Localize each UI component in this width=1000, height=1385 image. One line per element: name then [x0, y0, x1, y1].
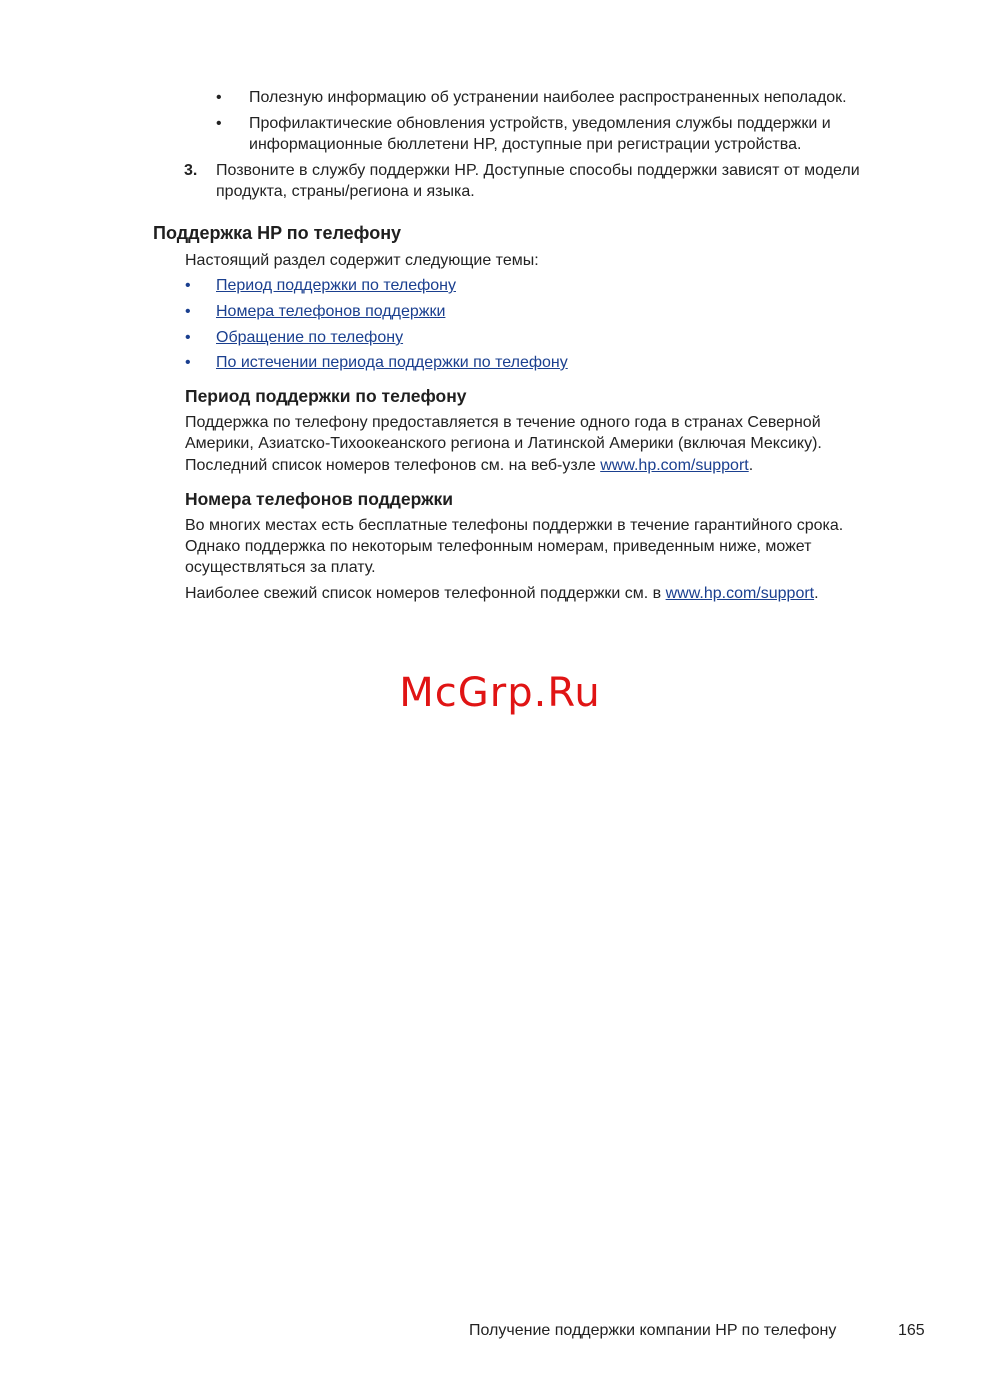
bullet-marker: •	[216, 115, 222, 132]
numbers-text-end: .	[814, 585, 819, 602]
topic-link-calling[interactable]: Обращение по телефону	[216, 329, 404, 346]
period-text: Последний список номеров телефонов см. на веб-узле	[185, 457, 601, 474]
bullet-marker: •	[185, 329, 191, 346]
period-paragraph: Поддержка по телефону предоставляется в течение одного года в странах Северной	[185, 414, 821, 431]
topic-link-numbers[interactable]: Номера телефонов поддержки	[216, 303, 446, 320]
footer-title: Получение поддержки компании HP по телефону	[469, 1322, 837, 1339]
topic-link-period[interactable]: Период поддержки по телефону	[216, 277, 456, 294]
period-paragraph-last	[185, 455, 753, 476]
intro-bullet-2: Профилактические обновления устройств, уведомления службы поддержки и	[249, 115, 831, 132]
numbers-paragraph-cont2: осуществляться за плату.	[185, 559, 376, 576]
numbers-heading: Номера телефонов поддержки	[185, 489, 453, 509]
topic-link-after-period[interactable]: По истечении периода поддержки по телефону	[216, 354, 568, 371]
watermark: McGrp.Ru	[399, 670, 601, 716]
bullet-marker: •	[185, 303, 191, 320]
step3-text-cont: продукта, страны/региона и языка.	[216, 183, 475, 200]
period-heading: Период поддержки по телефону	[185, 386, 467, 406]
page-number: 165	[898, 1322, 925, 1339]
numbers-paragraph: Во многих местах есть бесплатные телефоны поддержки в течение гарантийного срока.	[185, 517, 844, 534]
bullet-marker: •	[216, 89, 222, 106]
period-text-end: .	[748, 457, 754, 474]
bullet-marker: •	[185, 277, 191, 294]
numbers-latest-list	[185, 583, 819, 604]
hp-support-link[interactable]: www.hp.com/support	[665, 585, 815, 602]
bullet-marker: •	[185, 354, 191, 371]
section-intro: Настоящий раздел содержит следующие темы:	[185, 252, 539, 269]
hp-support-link[interactable]: www.hp.com/support	[600, 457, 749, 474]
step3-text: Позвоните в службу поддержки HP. Доступные способы поддержки зависят от модели	[216, 162, 860, 179]
period-paragraph-cont: Америки, Азиатско-Тихоокеанского региона и Латинской Америки (включая Мексику).	[185, 435, 822, 452]
numbers-paragraph-cont: Однако поддержка по некоторым телефонным номерам, приведенным ниже, может	[185, 538, 812, 555]
step-number: 3.	[184, 162, 198, 179]
numbers-text: Наиболее свежий список номеров телефонной поддержки см. в	[185, 585, 666, 602]
intro-bullet-1: Полезную информацию об устранении наиболее распространенных неполадок.	[249, 89, 847, 106]
section-heading: Поддержка HP по телефону	[153, 223, 402, 243]
intro-bullet-2-cont: информационные бюллетени HP, доступные при регистрации устройства.	[249, 136, 802, 153]
